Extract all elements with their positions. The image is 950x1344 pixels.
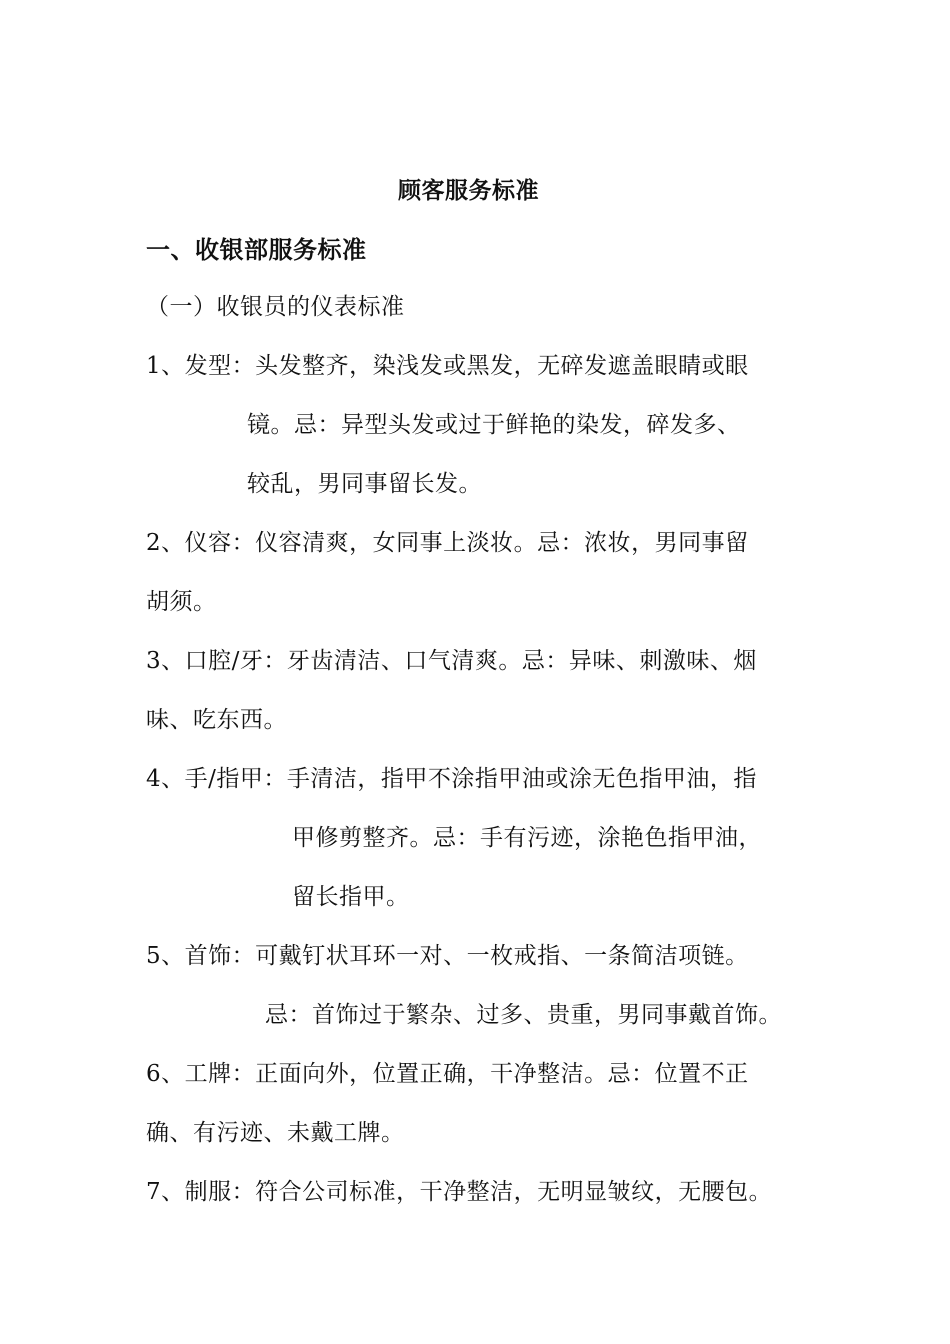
item-7-line-1: 7、制服：符合公司标准，干净整洁，无明显皱纹，无腰包。: [146, 1179, 773, 1205]
section-heading: 一、收银部服务标准: [146, 235, 367, 264]
item-2-line-1: 2、仪容：仪容清爽，女同事上淡妆。忌：浓妆，男同事留: [146, 530, 749, 556]
item-6-line-1: 6、工牌：正面向外，位置正确，干净整洁。忌：位置不正: [146, 1061, 749, 1087]
item-1-line-1: 1、发型：头发整齐，染浅发或黑发，无碎发遮盖眼睛或眼: [146, 353, 749, 379]
item-1-line-3: 较乱，男同事留长发。: [247, 471, 482, 497]
item-5-line-1: 5、首饰：可戴钉状耳环一对、一枚戒指、一条简洁项链。: [146, 943, 749, 969]
item-6-line-2: 确、有污迹、未戴工牌。: [146, 1120, 405, 1146]
item-4-line-1: 4、手/指甲：手清洁，指甲不涂指甲油或涂无色指甲油，指: [146, 766, 757, 792]
document-title: 顾客服务标准: [398, 177, 539, 204]
item-1-line-2: 镜。忌：异型头发或过于鲜艳的染发，碎发多、: [247, 412, 741, 438]
item-2-line-2: 胡须。: [146, 589, 217, 615]
item-3-line-2: 味、吃东西。: [146, 707, 287, 733]
subsection-heading: （一）收银员的仪表标准: [146, 294, 405, 320]
item-5-line-2: 忌：首饰过于繁杂、过多、贵重，男同事戴首饰。: [265, 1002, 782, 1028]
item-4-line-3: 留长指甲。: [292, 884, 410, 910]
item-4-line-2: 甲修剪整齐。忌：手有污迹，涂艳色指甲油，: [292, 825, 762, 851]
item-3-line-1: 3、口腔/牙：牙齿清洁、口气清爽。忌：异味、刺激味、烟: [146, 648, 757, 674]
